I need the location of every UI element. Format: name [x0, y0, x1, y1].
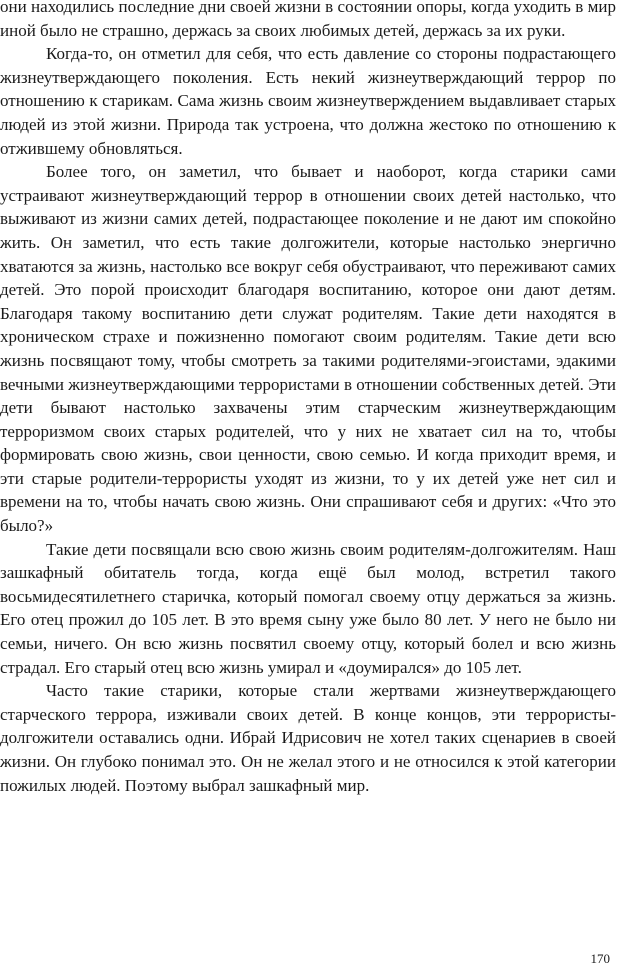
page-number: 170 [590, 951, 610, 967]
paragraph-5: Часто такие старики, которые стали жертвами жизнеутверждающего старческого террора, изживали своих детей. В конце концов, эти террористы-долгожители оставались одни. Ибрай Идрисович не хотел таких сценариев в своей жизни. Он глубоко понимал это. Он не желал этого и не относился к этой категории пожилых людей. Поэтому выбрал зашкафный мир. [0, 681, 616, 795]
paragraph-2: Когда-то, он отметил для себя, что есть давление со стороны подрастающего жизнеутверждающего поколения. Есть некий жизнеутверждающий террор по отношению к старикам. Сама жизнь своим жизнеутверждением выдавливает старых людей из этой жизни. Природа так устроена, что должна жестоко по отношению к отжившему обновляться. [0, 44, 616, 158]
paragraph-1: они находились последние дни своей жизни в состоянии опоры, когда уходить в мир иной было не страшно, держась за своих любимых детей, держась за их руки. [0, 0, 616, 40]
paragraph-4: Такие дети посвящали всю свою жизнь своим родителям-долгожителям. Наш зашкафный обитатель тогда, когда ещё был молод, встретил такого восьмидесятилетнего старичка, который помогал своему отцу держаться за жизнь. Его отец прожил до 105 лет. В это время сыну уже было 80 лет. У него не было ни семьи, ничего. Он всю жизнь посвятил своему отцу, который болел и всю жизнь страдал. Его старый отец всю жизнь умирал и «доумирался» до 105 лет. [0, 539, 616, 677]
paragraph-3: Более того, он заметил, что бывает и наоборот, когда старики сами устраивают жизнеутверждающий террор в отношении своих детей настолько, что выживают из жизни самих детей, подрастающее поколение и не дают им спокойно жить. Он заметил, что есть такие долгожители, которые настолько энергично хватаются за жизнь, настолько все вокруг себя обустраивают, что переживают самих детей. Это порой происходит благодаря воспитанию, которое они дают детям. Благодаря такому воспитанию дети служат родителям. Такие дети находятся в хроническом страхе и пожизненно помогают своим родителям. Такие дети всю жизнь посвящают тому, чтобы смотреть за такими родителями-эгоистами, эдакими вечными жизнеутверждающими террористами в отношении собственных детей. Эти дети бывают настолько захвачены этим старческим жизнеутверждающим терроризмом своих старых родителей, что у них не хватает сил на то, чтобы формировать свою жизнь, свои ценности, свою семью. И когда приходит время, и эти старые родители-террористы уходят из жизни, то у их детей уже нет сил и времени на то, чтобы начать свою жизнь. Они спрашивают себя и других: «Что это было?» [0, 162, 616, 536]
